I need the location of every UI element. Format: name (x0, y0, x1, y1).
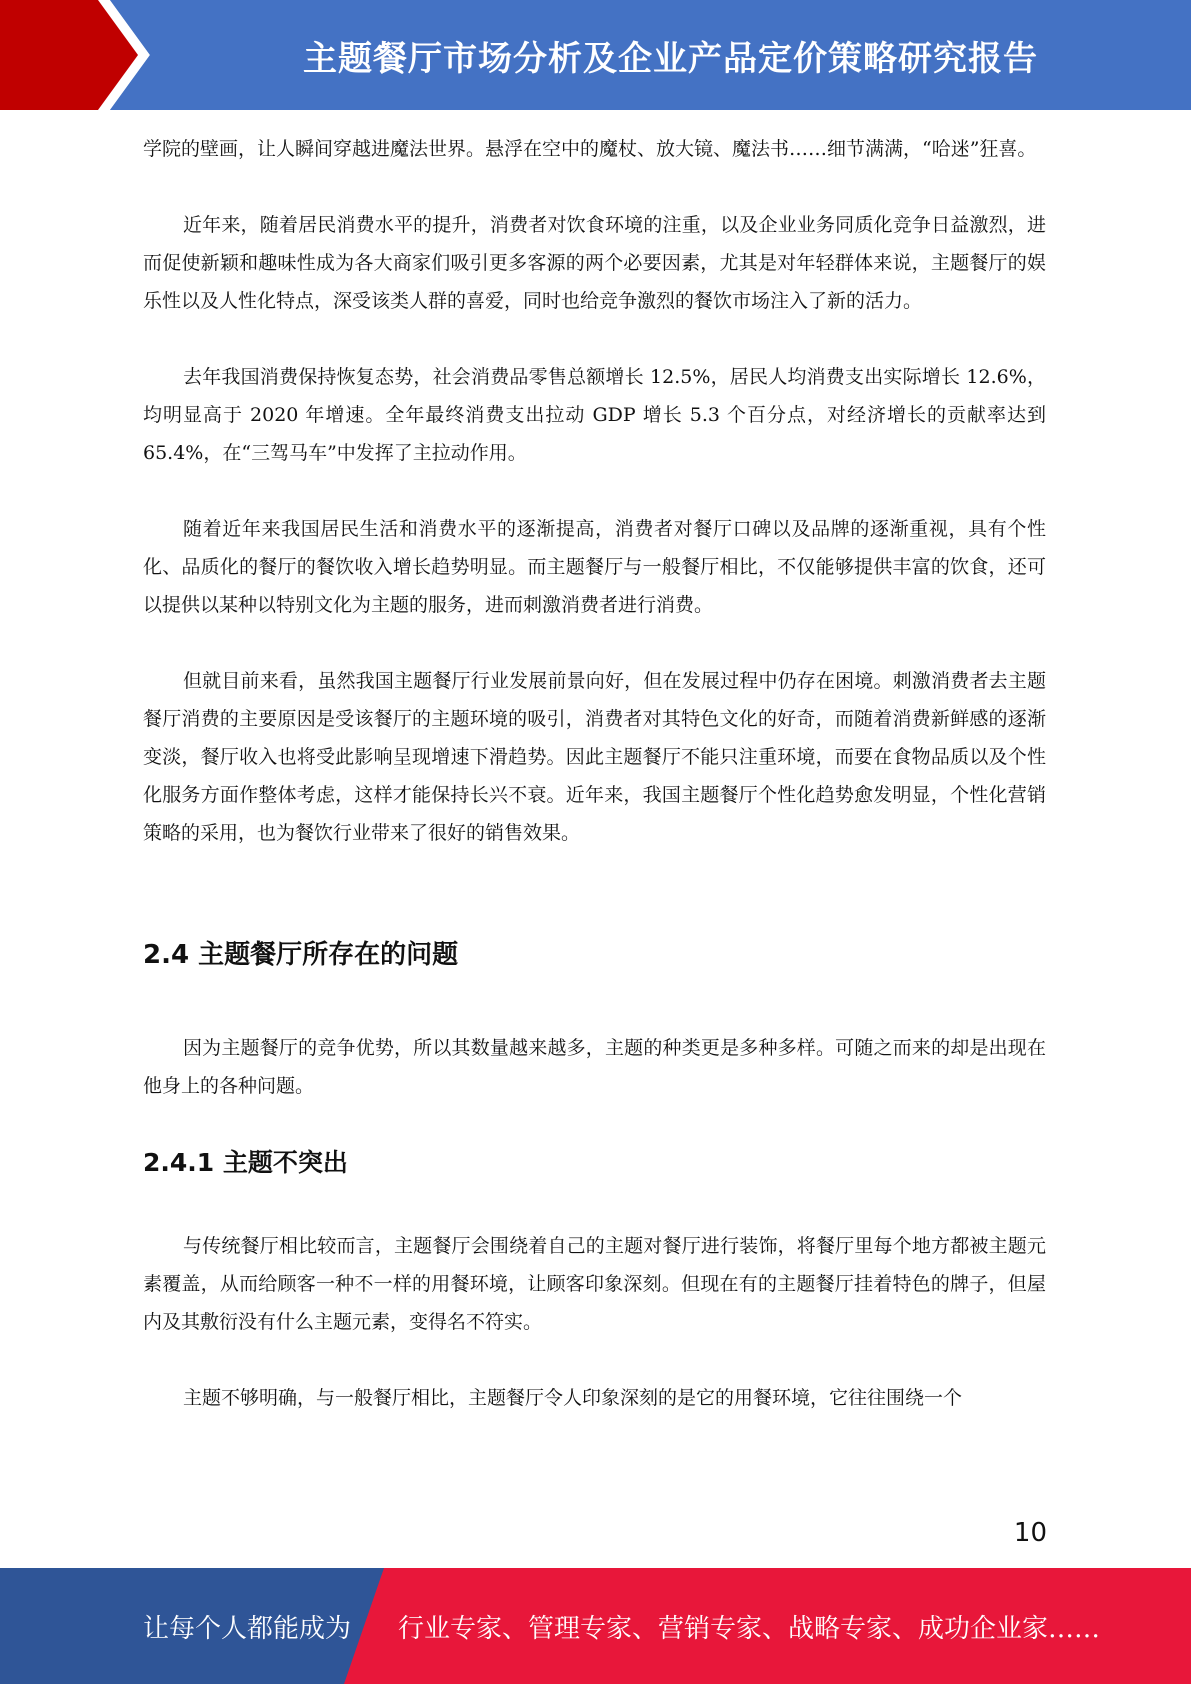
footer-slogan-left: 让每个人都能成为 (143, 1613, 352, 1644)
paragraph: 因为主题餐厅的竞争优势，所以其数量越来越多，主题的种类更是多种多样。可随之而来的却是出现在他身上的各种问题。 (143, 1037, 1046, 1097)
paragraph: 与传统餐厅相比较而言，主题餐厅会围绕着自己的主题对餐厅进行装饰，将餐厅里每个地方都被主题元素覆盖，从而给顾客一种不一样的用餐环境，让顾客印象深刻。但现在有的主题餐厅挂着特色的牌子，但屋内及其敷衍没有什么主题元素，变得名不符实。 (143, 1235, 1046, 1333)
report-title: 主题餐厅市场分析及企业产品定价策略研究报告 (303, 38, 1038, 79)
paragraph: 学院的壁画，让人瞬间穿越进魔法世界。悬浮在空中的魔杖、放大镜、魔法书……细节满满，“哈迷”狂喜。 (143, 138, 1037, 160)
footer-slogan-right: 行业专家、管理专家、营销专家、战略专家、成功企业家…… (398, 1613, 1101, 1644)
paragraph: 但就目前来看，虽然我国主题餐厅行业发展前景向好，但在发展过程中仍存在困境。刺激消费者去主题餐厅消费的主要原因是受该餐厅的主题环境的吸引，消费者对其特色文化的好奇，而随着消费新鲜感的逐渐变淡，餐厅收入也将受此影响呈现增速下滑趋势。因此主题餐厅不能只注重环境，而要在食物品质以及个性化服务方面作整体考虑，这样才能保持长兴不衰。近年来，我国主题餐厅个性化趋势愈发明显，个性化营销策略的采用，也为餐饮行业带来了很好的销售效果。 (143, 670, 1046, 844)
paragraph: 随着近年来我国居民生活和消费水平的逐渐提高，消费者对餐厅口碑以及品牌的逐渐重视，具有个性化、品质化的餐厅的餐饮收入增长趋势明显。而主题餐厅与一般餐厅相比，不仅能够提供丰富的饮食，还可以提供以某种以特别文化为主题的服务，进而刺激消费者进行消费。 (143, 518, 1046, 616)
document-body (143, 130, 1046, 1417)
page-number: 10 (1013, 1518, 1047, 1548)
paragraph: 主题不够明确，与一般餐厅相比，主题餐厅令人印象深刻的是它的用餐环境，它往往围绕一个 (183, 1387, 963, 1409)
page-header (0, 0, 1191, 110)
paragraph: 近年来，随着居民消费水平的提升，消费者对饮食环境的注重，以及企业业务同质化竞争日益激烈，进而促使新颖和趣味性成为各大商家们吸引更多客源的两个必要因素，尤其是对年轻群体来说，主题餐厅的娱乐性以及人性化特点，深受该类人群的喜爱，同时也给竞争激烈的餐饮市场注入了新的活力。 (143, 214, 1046, 312)
page-footer (0, 1568, 1191, 1684)
header-arrow-icon (0, 0, 160, 110)
paragraph: 去年我国消费保持恢复态势，社会消费品零售总额增长 12.5%，居民人均消费支出实际增长 12.6%，均明显高于 2020 年增速。全年最终消费支出拉动 GDP 增长 5.3 个百分点，对经济增长的贡献率达到 65.4%，在“三驾马车”中发挥了主拉动作用。 (143, 366, 1046, 464)
subsection-heading: 2.4.1 主题不突出 (143, 1148, 348, 1177)
section-heading: 2.4 主题餐厅所存在的问题 (143, 940, 459, 970)
